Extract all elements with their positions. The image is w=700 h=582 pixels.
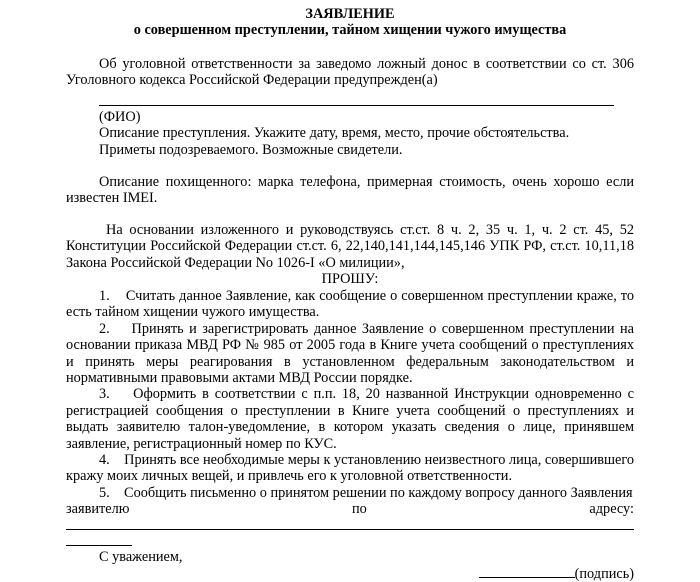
signature-line[interactable] — [479, 565, 575, 578]
request-heading: ПРОШУ: — [321, 271, 379, 288]
request-item-1 — [66, 288, 634, 321]
address-line — [66, 501, 634, 517]
address-fill-line-short[interactable] — [66, 545, 132, 546]
request-text: Оформить в соответствии с п.п. 18, 20 названной Инструкции одновременно с регистрацией сообщения о преступлении в Книге учета сообщений о преступлениях и выдать заявителю талон-уведомление, в котором указать сведения о лице, принявшем заявление, регистрационный номер по КУС. — [66, 386, 634, 452]
address-word-by: по — [352, 501, 367, 518]
request-number: 2. — [99, 320, 110, 337]
fio-block — [66, 109, 634, 158]
suspect-description-hint: Приметы подозреваемого. Возможные свидетели. — [99, 141, 403, 158]
request-text: Считать данное Заявление, как сообщение о совершенном преступлении краже, то есть тайном хищении чужого имущества. — [66, 288, 634, 321]
legal-basis-text: На основании изложенного и руководствуясь ст.ст. 8 ч. 2, 35 ч. 1, ч. 2 ст. 45, 52 Конституции Российской Федерации ст.ст. 6, 22,140,141,144,145,146 УПК РФ, ст.ст. 10,11,18 Закона Российской Федерации No 1026-I «О милиции», — [66, 222, 634, 271]
request-number: 1. — [99, 288, 110, 304]
closing — [66, 549, 634, 565]
liability-warning-text: Об уголовной ответственности за заведомо ложный донос в соответствии со ст. 306 Уголовного кодекса Российской Федерации предупрежден(а) — [66, 56, 634, 89]
address-fill-line[interactable] — [66, 529, 634, 530]
fio-label: (ФИО) — [99, 109, 141, 125]
document-header — [66, 6, 634, 39]
request-item-3 — [66, 386, 634, 452]
legal-basis — [66, 222, 634, 288]
signature — [66, 565, 634, 582]
request-item-5 — [66, 485, 634, 501]
signature-label: (подпись) — [574, 566, 634, 582]
fio-fill-line[interactable] — [66, 105, 614, 106]
stolen-description-hint: Описание похищенного: марка телефона, примерная стоимость, очень хорошо если известен IMEI. — [66, 174, 634, 207]
liability-warning — [66, 56, 634, 89]
request-number: 5. — [99, 484, 110, 501]
request-text: Принять все необходимые меры к установлению неизвестного лица, совершившего кражу моих личных вещей, и привлечь его к уголовной ответственности. — [66, 452, 635, 485]
request-text: Сообщить письменно о принятом решении по каждому вопросу данного Заявления — [124, 484, 633, 501]
request-number: 3. — [99, 386, 110, 403]
document-subtitle: о совершенном преступлении, тайном хищении чужого имущества — [133, 22, 567, 39]
request-number: 4. — [99, 452, 110, 469]
document-title: ЗАЯВЛЕНИЕ — [305, 6, 395, 22]
crime-description-hint: Описание преступления. Укажите дату, время, место, прочие обстоятельства. — [99, 125, 570, 142]
address-word-applicant: заявителю — [66, 501, 130, 518]
address-word-address: адресу: — [589, 501, 634, 518]
request-item-4 — [66, 452, 634, 485]
stolen-description — [66, 174, 634, 207]
request-item-2 — [66, 321, 634, 387]
request-text: Принять и зарегистрировать данное Заявление о совершенном преступлении на основании приказа МВД РФ № 985 от 2005 года в Книге учета сообщений о преступлениях и принять меры реагирования в установленном федеральным законодательством и нормативными правовыми актами МВД России порядке. — [66, 320, 634, 387]
regards-text: С уважением, — [99, 549, 183, 565]
requests-list — [66, 288, 634, 518]
